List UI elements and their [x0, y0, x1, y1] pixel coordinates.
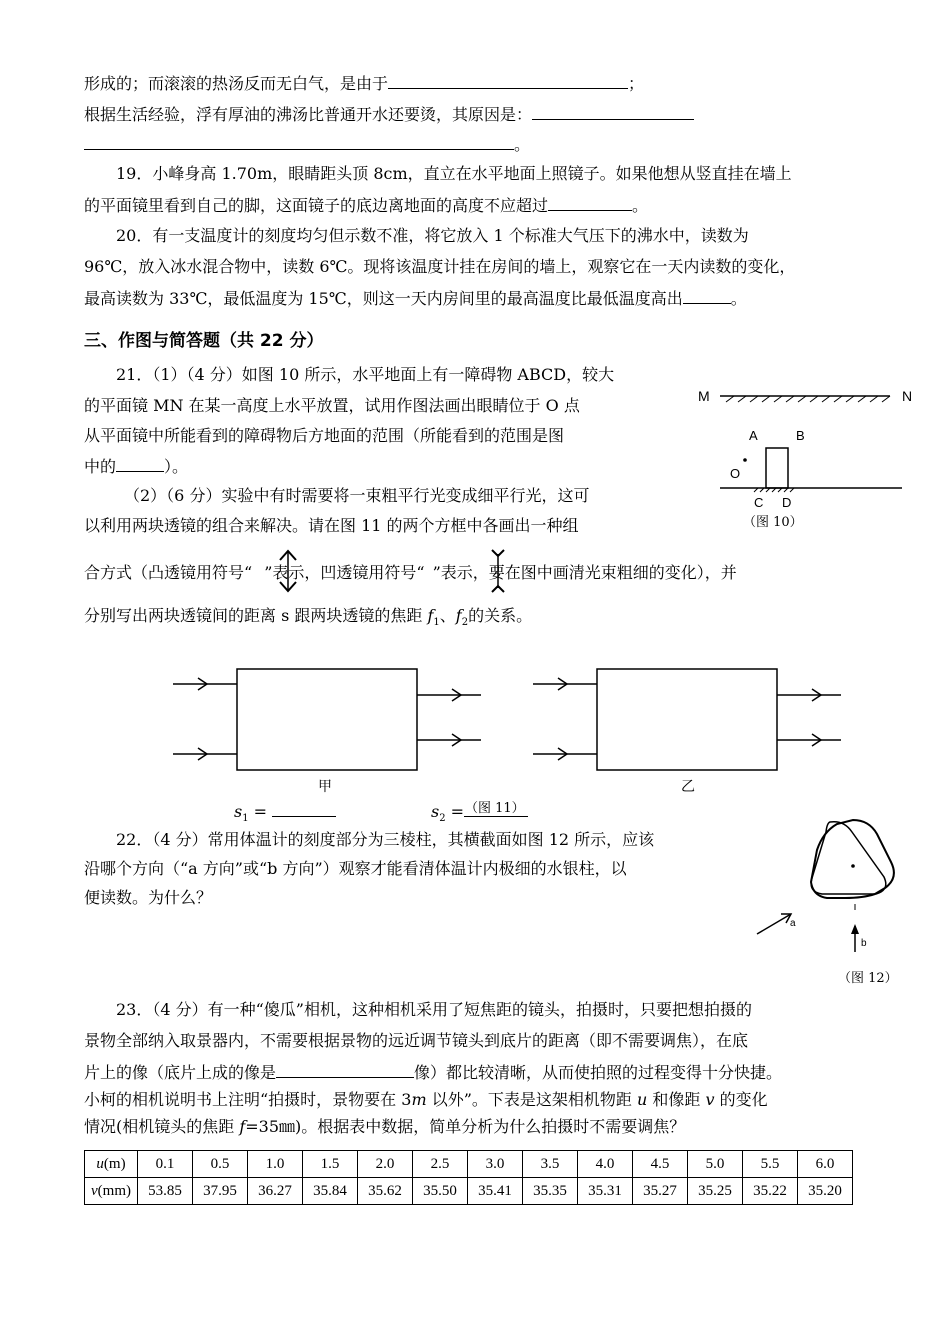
q18-answer-blank-2[interactable] [532, 103, 694, 120]
q18-line1: 形成的；而滚滚的热汤反而无白气，是由于 ； [84, 74, 645, 93]
q22-line3: 便读数。为什么？ [84, 888, 213, 907]
label-c: C [754, 495, 764, 510]
q20-line2: 96℃，放入冰水混合物中，读数 6℃。现将该温度计挂在房间的墙上，观察它在一天内读数的变化， [84, 257, 796, 276]
table-header-v: v(mm) [85, 1178, 138, 1205]
table-cell: 35.25 [688, 1178, 743, 1205]
table-cell: 35.22 [743, 1178, 798, 1205]
q18-answer-blank-1[interactable] [388, 72, 628, 89]
s2-answer-line: $s_2$ = [431, 800, 528, 830]
q23-line3: 片上的像（底片上成的像是 像）都比较清晰，从而使拍照的过程变得十分快捷。 [84, 1063, 783, 1082]
q21-p2-line1: （2）（6 分）实验中有时需要将一束粗平行光变成细平行光，这可 [124, 486, 590, 505]
label-m: M [698, 388, 710, 404]
q21-p1-line2: 的平面镜 MN 在某一高度上水平放置，试用作图法画出眼睛位于 O 点 [84, 396, 580, 415]
q21-answer-blank[interactable] [116, 455, 164, 472]
figure-12 [745, 812, 905, 972]
table-header-u: u(m) [85, 1151, 138, 1178]
label-a: A [749, 428, 758, 443]
section3-title: 三、作图与简答题（共 22 分） [84, 331, 324, 351]
box-yi[interactable] [597, 669, 777, 770]
box-yi-label: 乙 [681, 779, 695, 795]
q20-line3: 最高读数为 33℃，最低温度为 15℃，则这一天内房间里的最高温度比最低温度高出 。 [84, 289, 747, 308]
table-cell: 5.0 [688, 1151, 743, 1178]
box-jia-label: 甲 [318, 779, 332, 795]
q22-line2: 沿哪个方向（“a 方向”或“b 方向”）观察才能看清体温计内极细的水银柱，以 [84, 859, 627, 878]
q18-line2: 根据生活经验，浮有厚油的沸汤比普通开水还要烫，其原因是： [84, 103, 694, 126]
q21-p1-line4: 中的 ）。 [84, 457, 189, 476]
table-cell: 4.0 [578, 1151, 633, 1178]
q19-line1: 19．小峰身高 1.70m，眼睛距头顶 8cm，直立在水平地面上照镜子。如果他想从竖直挂在墙上 [116, 164, 792, 183]
figure-11-caption: （图 11） [465, 801, 525, 816]
q18-line3: 。 [84, 133, 530, 156]
table-cell: 4.5 [633, 1151, 688, 1178]
table-cell: 3.0 [468, 1151, 523, 1178]
q20-answer-blank[interactable] [683, 287, 731, 304]
table-cell: 0.1 [138, 1151, 193, 1178]
q19-line2: 的平面镜里看到自己的脚，这面镜子的底边离地面的高度不应超过 。 [84, 196, 649, 215]
q23-line5: 情况(相机镜头的焦距 f=35㎜)。根据表中数据，简单分析为什么拍摄时不需要调焦？ [84, 1117, 686, 1136]
mirror-hatching [726, 396, 890, 402]
q23-line4: 小柯的相机说明书上注明“拍摄时，景物要在 3m 以外”。下表是这架相机物距 u 和像距 v 的变化 [84, 1090, 768, 1109]
table-cell: 1.0 [248, 1151, 303, 1178]
table-row-u [85, 1151, 853, 1178]
q23-line1: 23．（4 分）有一种“傻瓜”相机，这种相机采用了短焦距的镜头，拍摄时，只要把想拍摄的 [116, 1000, 752, 1019]
eye-point-o [743, 458, 747, 462]
table-cell: 35.62 [358, 1178, 413, 1205]
prism-cross-section [811, 822, 886, 894]
mercury-column [851, 864, 855, 868]
figure-10 [690, 380, 930, 525]
table-cell: 5.5 [743, 1151, 798, 1178]
label-b-direction: b [861, 938, 867, 949]
figure-10-caption: （图 10） [743, 515, 803, 530]
figure-12-caption: （图 12） [838, 971, 898, 986]
concave-lens-symbol-icon [489, 548, 507, 594]
q23-line2: 景物全部纳入取景器内，不需要根据景物的远近调节镜头到底片的距离（即不需要调焦），在底 [84, 1031, 749, 1050]
q21-p1-line1: 21．（1）（4 分）如图 10 所示，水平地面上有一障碍物 ABCD，较大 [116, 365, 615, 384]
table-row-v [85, 1178, 853, 1205]
table-cell: 35.20 [798, 1178, 853, 1205]
q20-line1: 20．有一支温度计的刻度均匀但示数不准，将它放入 1 个标准大气压下的沸水中，读数为 [116, 226, 749, 245]
table-cell: 0.5 [193, 1151, 248, 1178]
table-cell: 37.95 [193, 1178, 248, 1205]
label-d: D [782, 495, 792, 510]
q21-p2-line3: 合方式（凸透镜用符号“ ”表示，凹透镜用符号“ ”表示，要在图中画清光束粗细的变化），并 [84, 563, 737, 582]
table-cell: 35.27 [633, 1178, 688, 1205]
table-cell: 2.0 [358, 1151, 413, 1178]
table-cell: 35.50 [413, 1178, 468, 1205]
table-cell: 53.85 [138, 1178, 193, 1205]
s1-answer-line: $s_1$ = [234, 800, 336, 830]
table-cell: 35.31 [578, 1178, 633, 1205]
label-a-direction: a [790, 918, 796, 929]
table-cell: 1.5 [303, 1151, 358, 1178]
q21-p2-line2: 以利用两块透镜的组合来解决。请在图 11 的两个方框中各画出一种组 [84, 516, 579, 535]
table-cell: 36.27 [248, 1178, 303, 1205]
q22-line1: 22．（4 分）常用体温计的刻度部分为三棱柱，其横截面如图 12 所示，应该 [116, 830, 655, 849]
q18-answer-blank-3[interactable] [84, 133, 514, 150]
table-cell: 35.35 [523, 1178, 578, 1205]
q21-p2-line4: 分别写出两块透镜间的距离 s 跟两块透镜的焦距 $f_1$、$f_2$的关系。 [84, 606, 533, 629]
table-cell: 35.84 [303, 1178, 358, 1205]
table-cell: 2.5 [413, 1151, 468, 1178]
q23-answer-blank[interactable] [276, 1061, 414, 1078]
box-jia[interactable] [237, 669, 417, 770]
label-n: N [902, 388, 913, 404]
direction-a-arrow [757, 914, 791, 934]
q21-p1-line3: 从平面镜中所能看到的障碍物后方地面的范围（所能看到的范围是图 [84, 426, 565, 445]
obstacle-abcd [766, 448, 788, 488]
table-cell: 35.41 [468, 1178, 523, 1205]
uv-table [84, 1150, 853, 1205]
convex-lens-symbol-icon [278, 548, 298, 594]
table-cell: 3.5 [523, 1151, 578, 1178]
label-b: B [796, 428, 805, 443]
figure-11 [165, 660, 865, 770]
label-o: O [730, 466, 741, 481]
q19-answer-blank[interactable] [548, 194, 632, 211]
table-cell: 6.0 [798, 1151, 853, 1178]
s1-answer-blank[interactable] [272, 800, 336, 817]
